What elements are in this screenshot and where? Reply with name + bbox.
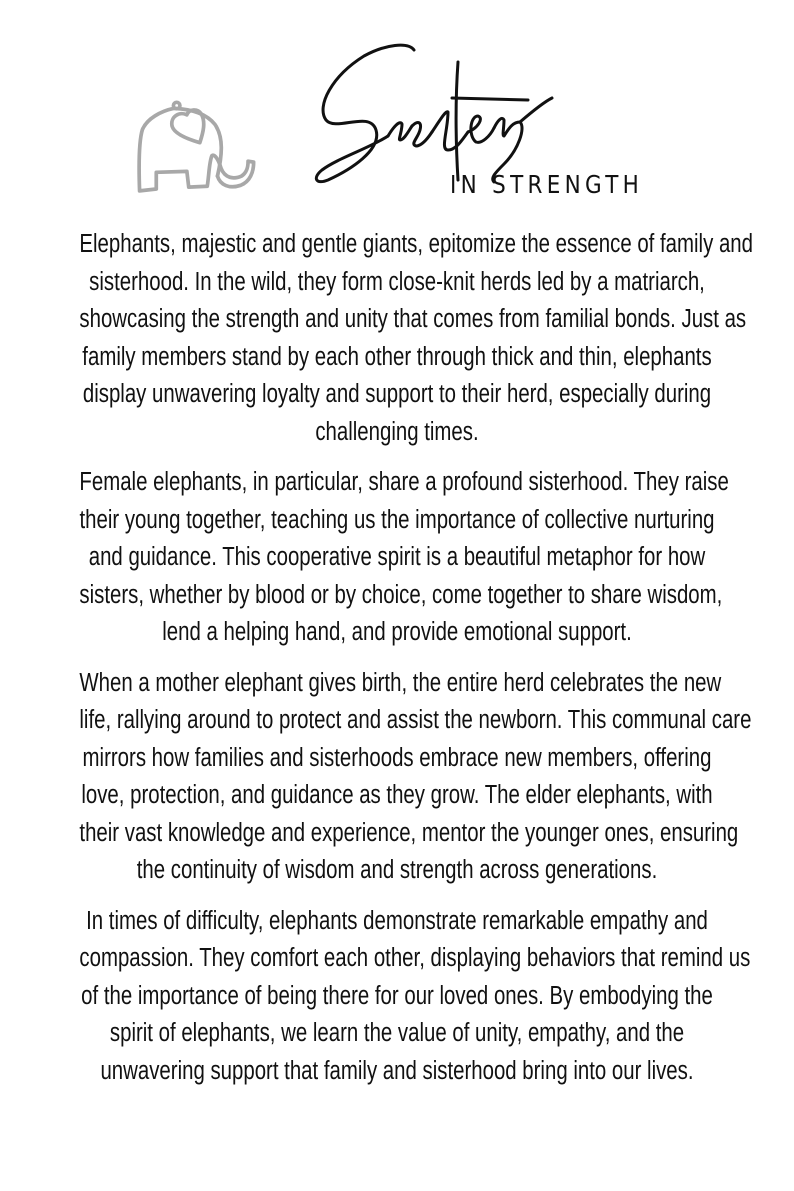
- text-line: love, protection, and guidance as they grow. The elder elephants, with: [81, 781, 713, 809]
- paragraph-family-sisterhood: [0, 226, 794, 451]
- text-line: display unwavering loyalty and support to their herd, especially during: [82, 380, 712, 408]
- text-line: of the importance of being there for our loved ones. By embodying the: [81, 981, 713, 1010]
- text-line: life, rallying around to protect and assist the newborn. This communal care: [79, 706, 752, 734]
- text-line: lend a helping hand, and provide emotional support.: [162, 618, 632, 646]
- text-line: mirrors how families and sisterhoods embrace new members, offering: [82, 743, 712, 772]
- text-line: their vast knowledge and experience, mentor the younger ones, ensuring: [79, 818, 739, 847]
- text-line: their young together, teaching us the importance of collective nurturing: [79, 505, 715, 534]
- text-line: the continuity of wisdom and strength across generations.: [136, 856, 658, 884]
- text-line: In times of difficulty, elephants demonstrate remarkable empathy and: [86, 906, 708, 935]
- text-line: family members stand by each other through thick and thin, elephants: [82, 342, 712, 371]
- paragraph-empathy: [0, 903, 794, 1091]
- paragraph-birth-celebration: [0, 665, 794, 890]
- elephant-with-heart-icon: [132, 100, 264, 202]
- text-line: unwavering support that family and sisterhood bring into our lives.: [100, 1056, 694, 1085]
- text-line: Female elephants, in particular, share a profound sisterhood. They raise: [79, 468, 729, 496]
- body-text: [0, 226, 794, 1103]
- text-line: Elephants, majestic and gentle giants, epitomize the essence of family and: [79, 230, 753, 258]
- text-line: sisterhood. In the wild, they form close-knit herds led by a matriarch,: [89, 267, 705, 296]
- text-line: challenging times.: [315, 417, 479, 446]
- header: [0, 0, 794, 215]
- subtitle: IN STRENGTH: [450, 170, 644, 199]
- text-line: and guidance. This cooperative spirit is a beautiful metaphor for how: [88, 543, 706, 571]
- text-line: sisters, whether by blood or by choice, come together to share wisdom,: [79, 580, 723, 609]
- text-line: showcasing the strength and unity that comes from familial bonds. Just as: [79, 305, 747, 333]
- paragraph-female-elephants: [0, 464, 794, 652]
- text-line: When a mother elephant gives birth, the entire herd celebrates the new: [79, 668, 722, 697]
- text-line: spirit of elephants, we learn the value of unity, empathy, and the: [109, 1019, 685, 1047]
- text-line: compassion. They comfort each other, displaying behaviors that remind us: [79, 944, 751, 972]
